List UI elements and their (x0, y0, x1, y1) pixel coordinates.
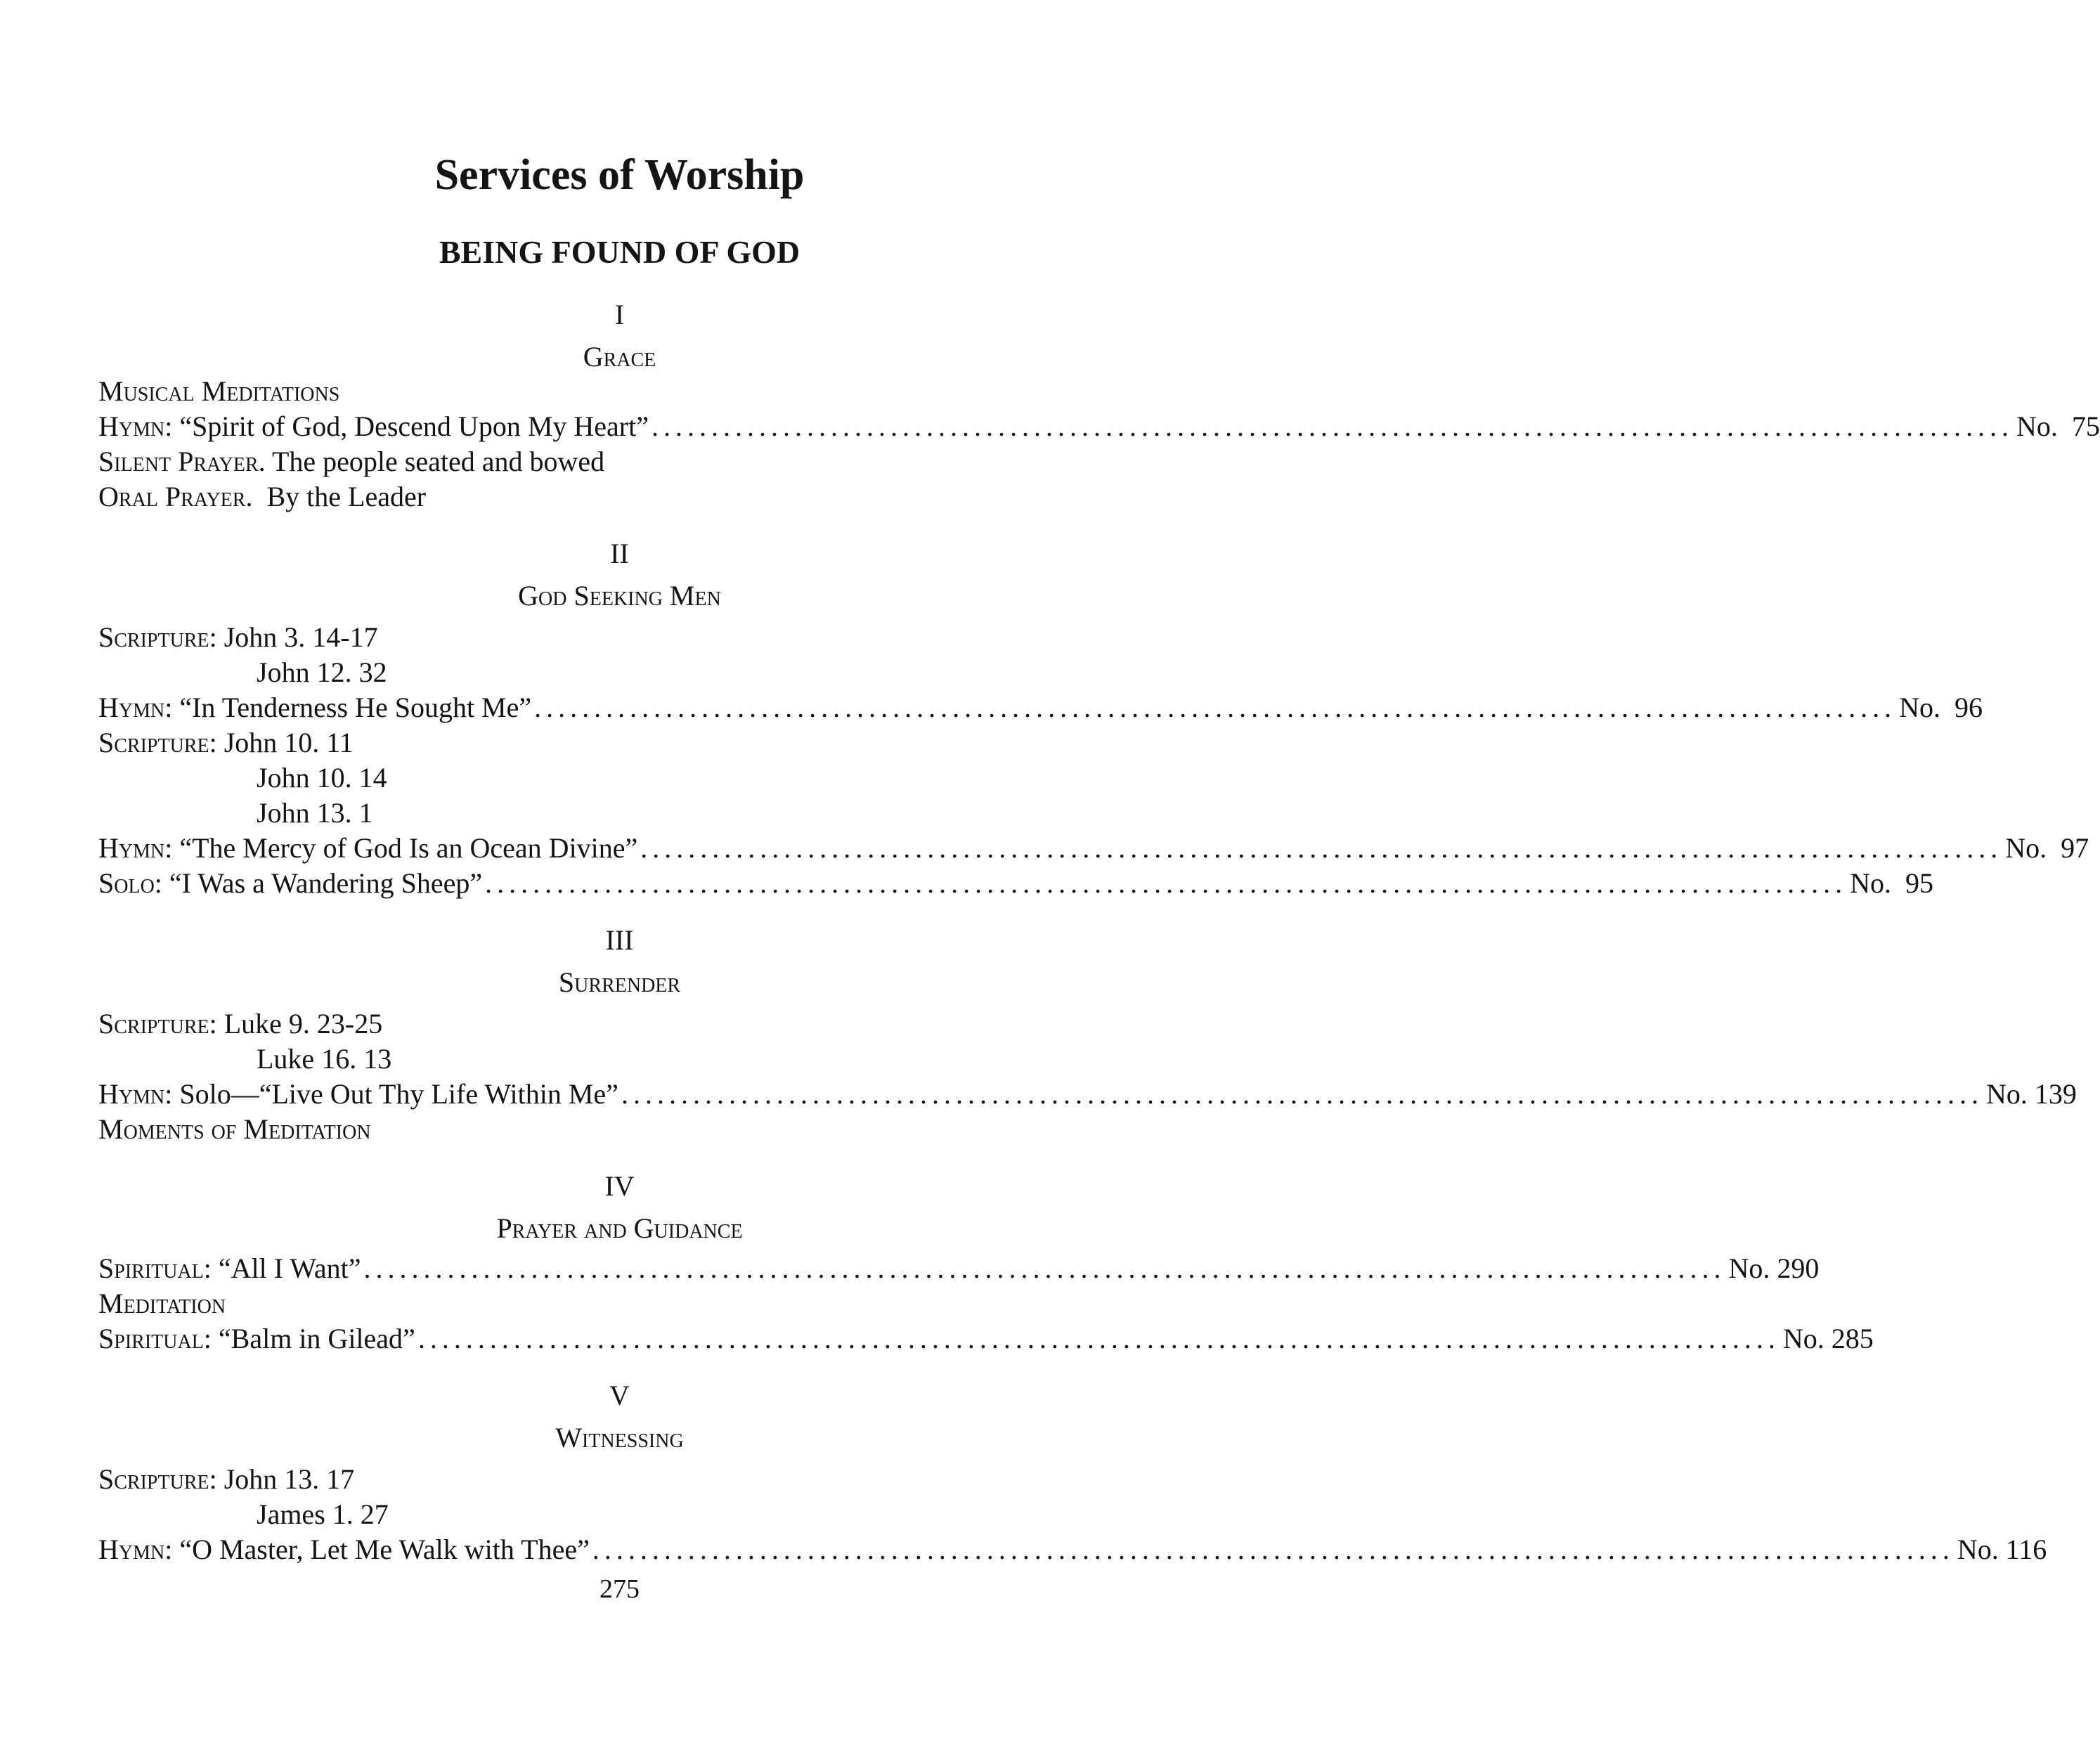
item-label: Hymn: (98, 832, 173, 864)
order-item (98, 479, 1120, 514)
order-item (98, 831, 2089, 866)
item-label: Scripture: (98, 1008, 217, 1039)
hymn-title: “In Tenderness He Sought Me” (172, 692, 532, 723)
dot-leader: .................................................................................................................. (534, 692, 1897, 723)
dot-leader: .................................................................................................................. (621, 1078, 1983, 1110)
order-item (98, 1006, 1120, 1042)
page-number: 275 (599, 1574, 640, 1604)
hymn-number: No. 75 (2016, 410, 2100, 442)
order-item (98, 725, 1120, 760)
scripture-ref: John 10. 11 (216, 727, 354, 758)
order-item (98, 444, 1120, 479)
order-item (98, 1251, 1820, 1286)
item-label: Oral Prayer. (98, 481, 253, 512)
scripture-ref: John 12. 32 (257, 656, 387, 688)
item-label: Solo: (98, 867, 162, 899)
section-numeral: V (609, 1380, 630, 1411)
hymn-number: No. 139 (1985, 1078, 2077, 1110)
section-heading: Witnessing (555, 1422, 684, 1453)
dot-leader: .................................................................................................................. (651, 410, 2014, 442)
hymn-title: “I Was a Wandering Sheep” (162, 867, 483, 899)
hymn-number: No. 96 (1899, 692, 1983, 723)
item-text: The people seated and bowed (265, 446, 605, 477)
order-item (98, 1286, 1120, 1321)
hymn-number: No. 97 (2005, 832, 2089, 864)
dot-leader: .................................................................................................................. (363, 1252, 1726, 1284)
scripture-ref: John 13. 17 (216, 1463, 355, 1495)
item-label: Musical Meditations (98, 375, 340, 407)
scripture-ref: John 3. 14-17 (216, 621, 378, 653)
hymn-title: “Balm in Gilead” (211, 1323, 415, 1354)
hymn-number: No. 285 (1782, 1323, 1874, 1354)
item-label: Moments of Meditation (98, 1113, 371, 1145)
dot-leader: .................................................................................................................. (640, 832, 2003, 864)
hymn-number: No. 290 (1728, 1252, 1820, 1284)
order-item (98, 866, 1934, 901)
scripture-ref: John 10. 14 (257, 762, 387, 793)
order-item (98, 690, 1983, 725)
item-text: By the Leader (252, 481, 427, 512)
hymn-title: “All I Want” (211, 1252, 361, 1284)
section-heading: God Seeking Men (518, 580, 721, 611)
section-numeral: II (610, 538, 629, 569)
hymn-number: No. 95 (1850, 867, 1934, 899)
dot-leader: .................................................................................................................. (485, 867, 1848, 899)
section-heading: Prayer and Guidance (496, 1212, 743, 1244)
section-heading: Surrender (558, 966, 681, 998)
page-title: Services of Worship (434, 151, 805, 199)
order-item (98, 1321, 1874, 1356)
order-item (98, 1077, 2077, 1112)
item-label: Scripture: (98, 727, 217, 758)
order-item (98, 620, 1120, 655)
section-numeral: IV (604, 1170, 635, 1202)
dot-leader: .................................................................................................................. (417, 1323, 1780, 1354)
order-item (98, 1532, 2047, 1567)
hymn-title: “O Master, Let Me Walk with Thee” (172, 1534, 590, 1565)
section-numeral: I (614, 299, 625, 330)
scripture-ref: Luke 16. 13 (257, 1043, 392, 1075)
order-item (98, 409, 2100, 444)
section-numeral: III (605, 924, 634, 956)
item-label: Meditation (98, 1288, 226, 1319)
order-item (98, 1462, 1120, 1497)
hymn-title: Solo—“Live Out Thy Life Within Me” (172, 1078, 618, 1110)
item-label: Spiritual: (98, 1323, 212, 1354)
item-label: Hymn: (98, 1078, 173, 1110)
item-label: Spiritual: (98, 1252, 212, 1284)
hymn-number: No. 116 (1957, 1534, 2047, 1565)
section-heading: Grace (583, 341, 656, 372)
scripture-ref: James 1. 27 (257, 1498, 389, 1530)
scripture-ref: Luke 9. 23-25 (216, 1008, 383, 1039)
item-label: Hymn: (98, 410, 173, 442)
scripture-ref: John 13. 1 (257, 797, 373, 829)
hymn-title: “Spirit of God, Descend Upon My Heart” (172, 410, 649, 442)
order-item (98, 374, 1120, 409)
dot-leader: .................................................................................................................. (592, 1534, 1955, 1565)
item-label: Scripture: (98, 621, 217, 653)
page-subtitle: BEING FOUND OF GOD (439, 234, 801, 270)
item-label: Silent Prayer. (98, 446, 266, 477)
item-label: Hymn: (98, 1534, 173, 1565)
item-label: Hymn: (98, 692, 173, 723)
order-item (98, 1112, 1120, 1147)
item-label: Scripture: (98, 1463, 217, 1495)
hymn-title: “The Mercy of God Is an Ocean Divine” (172, 832, 638, 864)
